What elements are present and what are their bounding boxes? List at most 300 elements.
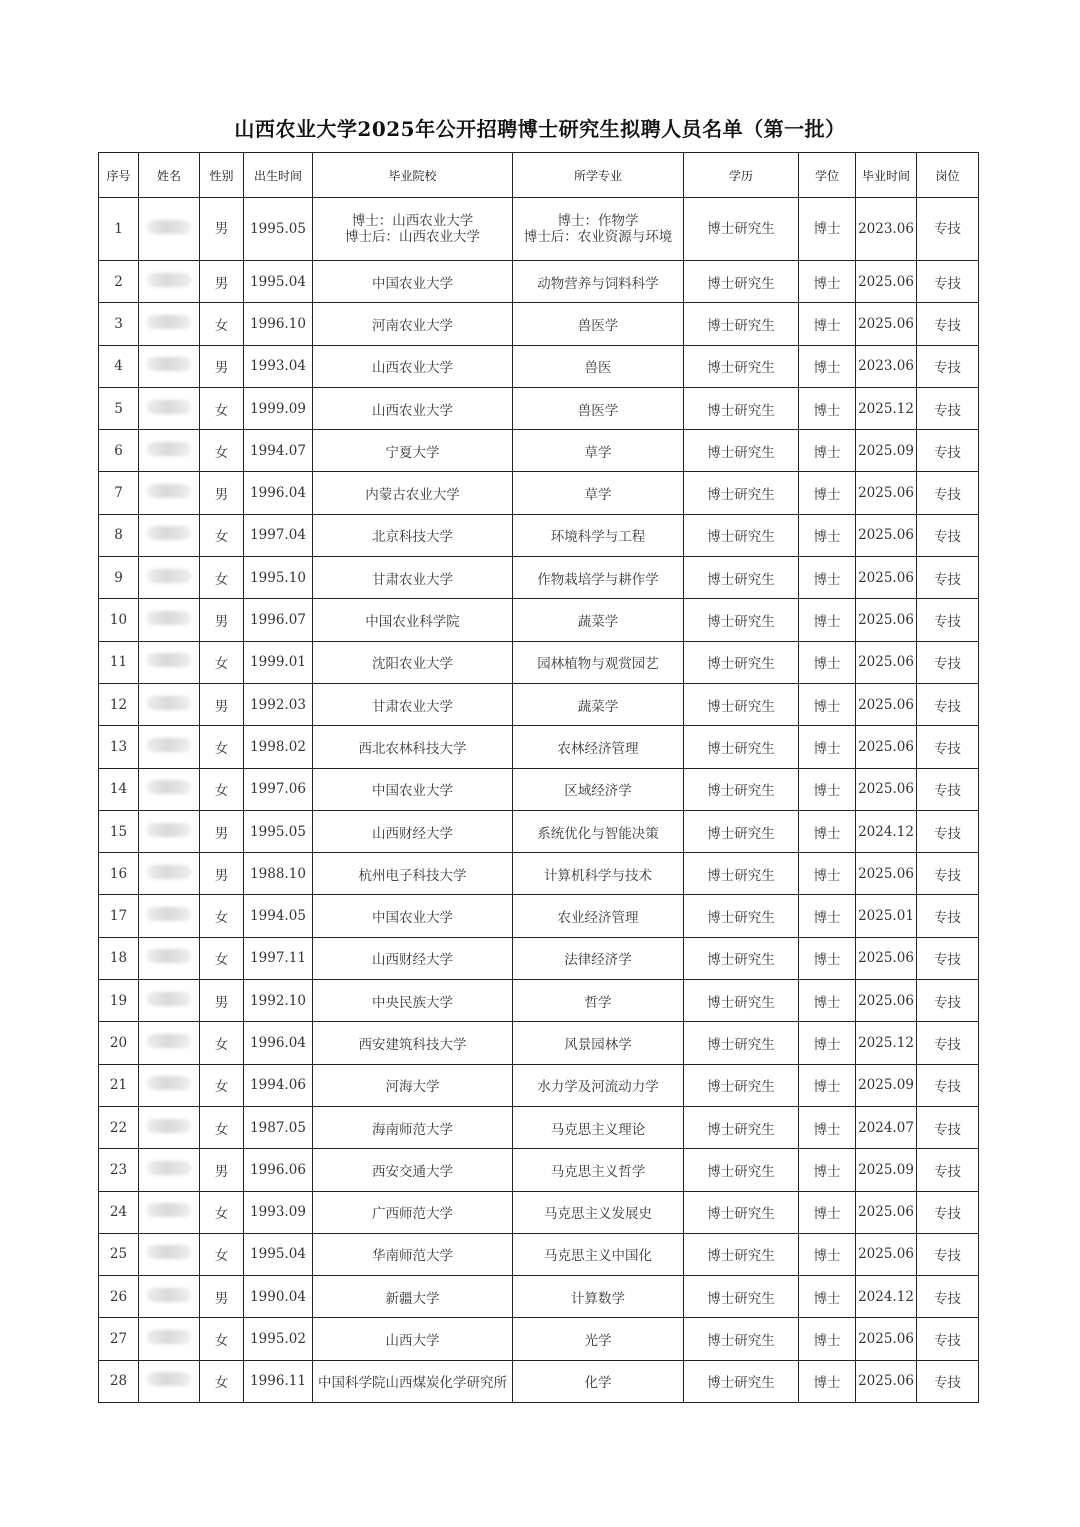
cell-education: 博士研究生 [684, 895, 799, 937]
header-graduation: 毕业时间 [856, 153, 917, 198]
cell-name-redacted [139, 641, 200, 683]
major-line-1: 博士：作物学 [557, 213, 639, 229]
cell-birth: 1992.10 [244, 980, 313, 1022]
cell-school: 甘肃农业大学 [313, 557, 513, 599]
table-row [99, 853, 979, 895]
cell-no: 10 [99, 599, 139, 641]
cell-post: 专技 [917, 937, 979, 979]
cell-name-redacted [139, 472, 200, 514]
cell-no: 16 [99, 853, 139, 895]
cell-birth: 1997.11 [244, 937, 313, 979]
cell-graduation: 2025.06 [856, 768, 917, 810]
cell-birth: 1995.05 [244, 810, 313, 852]
table-row [99, 1149, 979, 1191]
cell-no: 9 [99, 557, 139, 599]
cell-gender: 女 [200, 430, 244, 472]
cell-major: 化学 [513, 1360, 684, 1402]
cell-birth: 1988.10 [244, 853, 313, 895]
cell-degree: 博士 [799, 599, 856, 641]
cell-post: 专技 [917, 1149, 979, 1191]
table-row [99, 895, 979, 937]
cell-school: 宁夏大学 [313, 430, 513, 472]
cell-graduation: 2023.06 [856, 198, 917, 261]
cell-major: 马克思主义哲学 [513, 1149, 684, 1191]
cell-name-redacted [139, 514, 200, 556]
table-row [99, 1191, 979, 1233]
cell-education: 博士研究生 [684, 641, 799, 683]
cell-school: 山西大学 [313, 1318, 513, 1360]
cell-gender: 女 [200, 895, 244, 937]
cell-degree: 博士 [799, 768, 856, 810]
cell-no: 25 [99, 1233, 139, 1275]
table-row [99, 1318, 979, 1360]
cell-school [313, 198, 513, 261]
cell-gender: 女 [200, 557, 244, 599]
redacted-name [147, 738, 191, 752]
cell-gender: 女 [200, 387, 244, 429]
cell-major: 环境科学与工程 [513, 514, 684, 556]
cell-gender: 男 [200, 683, 244, 725]
header-education: 学历 [684, 153, 799, 198]
header-no: 序号 [99, 153, 139, 198]
cell-no: 24 [99, 1191, 139, 1233]
cell-school: 河南农业大学 [313, 303, 513, 345]
cell-graduation: 2024.12 [856, 810, 917, 852]
cell-major: 系统优化与智能决策 [513, 810, 684, 852]
redacted-name [147, 273, 191, 287]
redacted-name [147, 865, 191, 879]
cell-degree: 博士 [799, 557, 856, 599]
cell-post: 专技 [917, 345, 979, 387]
cell-name-redacted [139, 1022, 200, 1064]
cell-degree: 博士 [799, 430, 856, 472]
cell-education: 博士研究生 [684, 1233, 799, 1275]
cell-degree: 博士 [799, 261, 856, 303]
table-row [99, 1106, 979, 1148]
redacted-name [147, 907, 191, 921]
cell-education: 博士研究生 [684, 1276, 799, 1318]
cell-post: 专技 [917, 1106, 979, 1148]
cell-birth: 1996.10 [244, 303, 313, 345]
cell-graduation: 2025.06 [856, 726, 917, 768]
redacted-name [147, 1076, 191, 1090]
cell-gender: 男 [200, 261, 244, 303]
cell-major: 农业经济管理 [513, 895, 684, 937]
cell-major: 动物营养与饲料科学 [513, 261, 684, 303]
table-row [99, 599, 979, 641]
cell-no: 12 [99, 683, 139, 725]
cell-no: 27 [99, 1318, 139, 1360]
cell-gender: 男 [200, 1276, 244, 1318]
cell-major: 法律经济学 [513, 937, 684, 979]
cell-post: 专技 [917, 980, 979, 1022]
redacted-name [147, 315, 191, 329]
cell-education: 博士研究生 [684, 1022, 799, 1064]
cell-school: 西北农林科技大学 [313, 726, 513, 768]
cell-name-redacted [139, 557, 200, 599]
redacted-name [147, 1330, 191, 1344]
cell-birth: 1994.05 [244, 895, 313, 937]
cell-name-redacted [139, 895, 200, 937]
cell-birth: 1995.10 [244, 557, 313, 599]
hiring-table [98, 152, 979, 1403]
cell-education: 博士研究生 [684, 198, 799, 261]
cell-major: 蔬菜学 [513, 683, 684, 725]
redacted-name [147, 823, 191, 837]
header-school: 毕业院校 [313, 153, 513, 198]
redacted-name [147, 1161, 191, 1175]
cell-major: 区域经济学 [513, 768, 684, 810]
cell-no: 28 [99, 1360, 139, 1402]
cell-education: 博士研究生 [684, 599, 799, 641]
cell-birth: 1995.02 [244, 1318, 313, 1360]
cell-graduation: 2025.06 [856, 853, 917, 895]
cell-name-redacted [139, 1276, 200, 1318]
cell-gender: 女 [200, 1022, 244, 1064]
cell-graduation: 2025.06 [856, 472, 917, 514]
cell-major: 水力学及河流动力学 [513, 1064, 684, 1106]
cell-no: 21 [99, 1064, 139, 1106]
cell-major: 风景园林学 [513, 1022, 684, 1064]
cell-school: 山西财经大学 [313, 810, 513, 852]
table-row [99, 1233, 979, 1275]
cell-graduation: 2025.12 [856, 1022, 917, 1064]
table-row [99, 1360, 979, 1402]
redacted-name [147, 442, 191, 456]
cell-school: 海南师范大学 [313, 1106, 513, 1148]
cell-name-redacted [139, 387, 200, 429]
cell-name-redacted [139, 599, 200, 641]
cell-no: 20 [99, 1022, 139, 1064]
cell-post: 专技 [917, 514, 979, 556]
cell-education: 博士研究生 [684, 387, 799, 429]
cell-name-redacted [139, 430, 200, 472]
cell-education: 博士研究生 [684, 557, 799, 599]
cell-name-redacted [139, 1064, 200, 1106]
cell-post: 专技 [917, 1360, 979, 1402]
cell-education: 博士研究生 [684, 768, 799, 810]
cell-school: 甘肃农业大学 [313, 683, 513, 725]
table-row [99, 768, 979, 810]
cell-degree: 博士 [799, 1191, 856, 1233]
cell-gender: 男 [200, 472, 244, 514]
cell-post: 专技 [917, 430, 979, 472]
cell-post: 专技 [917, 1276, 979, 1318]
cell-education: 博士研究生 [684, 726, 799, 768]
cell-name-redacted [139, 1233, 200, 1275]
cell-major: 马克思主义理论 [513, 1106, 684, 1148]
cell-birth: 1997.06 [244, 768, 313, 810]
cell-birth: 1999.09 [244, 387, 313, 429]
cell-post: 专技 [917, 1233, 979, 1275]
cell-school: 北京科技大学 [313, 514, 513, 556]
cell-gender: 女 [200, 1318, 244, 1360]
cell-no: 14 [99, 768, 139, 810]
cell-no: 8 [99, 514, 139, 556]
cell-degree: 博士 [799, 810, 856, 852]
cell-education: 博士研究生 [684, 303, 799, 345]
cell-no: 13 [99, 726, 139, 768]
cell-graduation: 2025.06 [856, 261, 917, 303]
cell-graduation: 2025.06 [856, 303, 917, 345]
redacted-name [147, 949, 191, 963]
cell-post: 专技 [917, 641, 979, 683]
cell-graduation: 2025.06 [856, 1360, 917, 1402]
cell-school: 山西农业大学 [313, 387, 513, 429]
cell-education: 博士研究生 [684, 683, 799, 725]
cell-graduation: 2024.12 [856, 1276, 917, 1318]
cell-gender: 女 [200, 1106, 244, 1148]
redacted-name [147, 357, 191, 371]
cell-degree: 博士 [799, 980, 856, 1022]
cell-education: 博士研究生 [684, 1360, 799, 1402]
cell-gender: 女 [200, 937, 244, 979]
table-row [99, 683, 979, 725]
cell-education: 博士研究生 [684, 1318, 799, 1360]
cell-no: 26 [99, 1276, 139, 1318]
cell-education: 博士研究生 [684, 810, 799, 852]
cell-birth: 1994.07 [244, 430, 313, 472]
cell-post: 专技 [917, 198, 979, 261]
table-row [99, 430, 979, 472]
cell-school: 西安建筑科技大学 [313, 1022, 513, 1064]
cell-post: 专技 [917, 599, 979, 641]
cell-education: 博士研究生 [684, 937, 799, 979]
cell-degree: 博士 [799, 895, 856, 937]
cell-name-redacted [139, 937, 200, 979]
cell-birth: 1996.07 [244, 599, 313, 641]
redacted-name [147, 992, 191, 1006]
table-row [99, 557, 979, 599]
table-row [99, 1276, 979, 1318]
cell-education: 博士研究生 [684, 1191, 799, 1233]
cell-graduation: 2025.09 [856, 430, 917, 472]
cell-no: 19 [99, 980, 139, 1022]
cell-name-redacted [139, 198, 200, 261]
redacted-name [147, 484, 191, 498]
cell-major: 兽医学 [513, 303, 684, 345]
major-line-2: 博士后：农业资源与环境 [523, 229, 673, 245]
cell-name-redacted [139, 345, 200, 387]
cell-no: 2 [99, 261, 139, 303]
cell-post: 专技 [917, 853, 979, 895]
cell-post: 专技 [917, 303, 979, 345]
redacted-name [147, 1203, 191, 1217]
cell-degree: 博士 [799, 853, 856, 895]
cell-post: 专技 [917, 1318, 979, 1360]
cell-education: 博士研究生 [684, 345, 799, 387]
cell-school: 华南师范大学 [313, 1233, 513, 1275]
cell-major: 蔬菜学 [513, 599, 684, 641]
cell-graduation: 2025.01 [856, 895, 917, 937]
cell-birth: 1992.03 [244, 683, 313, 725]
cell-degree: 博士 [799, 683, 856, 725]
redacted-name [147, 780, 191, 794]
header-name: 姓名 [139, 153, 200, 198]
cell-name-redacted [139, 1149, 200, 1191]
page-title: 山西农业大学2025年公开招聘博士研究生拟聘人员名单（第一批） [234, 117, 846, 141]
redacted-name [147, 569, 191, 583]
cell-name-redacted [139, 768, 200, 810]
cell-graduation: 2025.09 [856, 1149, 917, 1191]
cell-major: 哲学 [513, 980, 684, 1022]
cell-post: 专技 [917, 472, 979, 514]
cell-gender: 女 [200, 726, 244, 768]
cell-major: 马克思主义发展史 [513, 1191, 684, 1233]
cell-no: 1 [99, 198, 139, 261]
cell-school: 山西财经大学 [313, 937, 513, 979]
cell-graduation: 2025.06 [856, 683, 917, 725]
cell-gender: 女 [200, 1233, 244, 1275]
cell-birth: 1990.04 [244, 1276, 313, 1318]
cell-gender: 男 [200, 810, 244, 852]
table-row [99, 937, 979, 979]
cell-major: 计算数学 [513, 1276, 684, 1318]
cell-post: 专技 [917, 1022, 979, 1064]
table-row [99, 810, 979, 852]
redacted-name [147, 1119, 191, 1133]
table-row [99, 980, 979, 1022]
cell-gender: 女 [200, 768, 244, 810]
table-row [99, 472, 979, 514]
cell-degree: 博士 [799, 387, 856, 429]
cell-degree: 博士 [799, 1149, 856, 1191]
cell-degree: 博士 [799, 1318, 856, 1360]
cell-name-redacted [139, 1106, 200, 1148]
cell-gender: 男 [200, 198, 244, 261]
table-row [99, 303, 979, 345]
cell-name-redacted [139, 980, 200, 1022]
cell-major: 计算机科学与技术 [513, 853, 684, 895]
cell-school: 内蒙古农业大学 [313, 472, 513, 514]
cell-degree: 博士 [799, 726, 856, 768]
cell-degree: 博士 [799, 198, 856, 261]
cell-post: 专技 [917, 768, 979, 810]
cell-no: 15 [99, 810, 139, 852]
cell-gender: 女 [200, 1191, 244, 1233]
school-line-2: 博士后：山西农业大学 [345, 229, 480, 245]
cell-birth: 1995.04 [244, 1233, 313, 1275]
cell-name-redacted [139, 303, 200, 345]
table-row [99, 345, 979, 387]
cell-birth: 1997.04 [244, 514, 313, 556]
cell-school: 中国农业大学 [313, 261, 513, 303]
cell-gender: 女 [200, 514, 244, 556]
header-major: 所学专业 [513, 153, 684, 198]
cell-birth: 1995.04 [244, 261, 313, 303]
redacted-name [147, 653, 191, 667]
redacted-name [147, 696, 191, 710]
cell-degree: 博士 [799, 1106, 856, 1148]
redacted-name [147, 1245, 191, 1259]
cell-name-redacted [139, 261, 200, 303]
cell-school: 沈阳农业大学 [313, 641, 513, 683]
cell-gender: 男 [200, 1149, 244, 1191]
cell-school: 中央民族大学 [313, 980, 513, 1022]
cell-major: 草学 [513, 430, 684, 472]
cell-degree: 博士 [799, 1276, 856, 1318]
cell-post: 专技 [917, 1064, 979, 1106]
cell-major: 马克思主义中国化 [513, 1233, 684, 1275]
cell-degree: 博士 [799, 1360, 856, 1402]
cell-post: 专技 [917, 810, 979, 852]
header-degree: 学位 [799, 153, 856, 198]
cell-no: 6 [99, 430, 139, 472]
cell-education: 博士研究生 [684, 472, 799, 514]
cell-degree: 博士 [799, 1022, 856, 1064]
redacted-name [147, 1288, 191, 1302]
cell-gender: 女 [200, 641, 244, 683]
table-row [99, 198, 979, 261]
cell-degree: 博士 [799, 1064, 856, 1106]
cell-birth: 1996.11 [244, 1360, 313, 1402]
cell-no: 5 [99, 387, 139, 429]
cell-no: 3 [99, 303, 139, 345]
cell-birth: 1994.06 [244, 1064, 313, 1106]
cell-no: 4 [99, 345, 139, 387]
cell-birth: 1998.02 [244, 726, 313, 768]
table-row [99, 1022, 979, 1064]
cell-education: 博士研究生 [684, 1149, 799, 1191]
cell-degree: 博士 [799, 937, 856, 979]
cell-no: 23 [99, 1149, 139, 1191]
cell-name-redacted [139, 853, 200, 895]
cell-post: 专技 [917, 683, 979, 725]
cell-graduation: 2024.07 [856, 1106, 917, 1148]
table-row [99, 387, 979, 429]
cell-graduation: 2025.06 [856, 557, 917, 599]
redacted-name [147, 526, 191, 540]
cell-graduation: 2025.09 [856, 1064, 917, 1106]
cell-gender: 男 [200, 853, 244, 895]
cell-post: 专技 [917, 895, 979, 937]
cell-school: 中国农业大学 [313, 895, 513, 937]
cell-name-redacted [139, 1318, 200, 1360]
cell-major: 草学 [513, 472, 684, 514]
cell-name-redacted [139, 683, 200, 725]
cell-major: 光学 [513, 1318, 684, 1360]
cell-name-redacted [139, 1191, 200, 1233]
cell-post: 专技 [917, 726, 979, 768]
cell-education: 博士研究生 [684, 430, 799, 472]
cell-degree: 博士 [799, 514, 856, 556]
cell-major: 兽医 [513, 345, 684, 387]
cell-no: 7 [99, 472, 139, 514]
header-birth: 出生时间 [244, 153, 313, 198]
cell-post: 专技 [917, 557, 979, 599]
cell-gender: 女 [200, 303, 244, 345]
cell-graduation: 2025.12 [856, 387, 917, 429]
cell-graduation: 2025.06 [856, 937, 917, 979]
header-gender: 性别 [200, 153, 244, 198]
cell-graduation: 2025.06 [856, 1233, 917, 1275]
redacted-name [147, 1034, 191, 1048]
cell-birth: 1996.06 [244, 1149, 313, 1191]
cell-post: 专技 [917, 261, 979, 303]
cell-education: 博士研究生 [684, 980, 799, 1022]
cell-birth: 1996.04 [244, 472, 313, 514]
cell-school: 杭州电子科技大学 [313, 853, 513, 895]
cell-graduation: 2025.06 [856, 1318, 917, 1360]
cell-major: 作物栽培学与耕作学 [513, 557, 684, 599]
cell-degree: 博士 [799, 1233, 856, 1275]
header-row [99, 153, 979, 198]
cell-school: 新疆大学 [313, 1276, 513, 1318]
cell-graduation: 2025.06 [856, 980, 917, 1022]
table-row [99, 641, 979, 683]
school-line-1: 博士：山西农业大学 [351, 213, 474, 229]
cell-degree: 博士 [799, 303, 856, 345]
